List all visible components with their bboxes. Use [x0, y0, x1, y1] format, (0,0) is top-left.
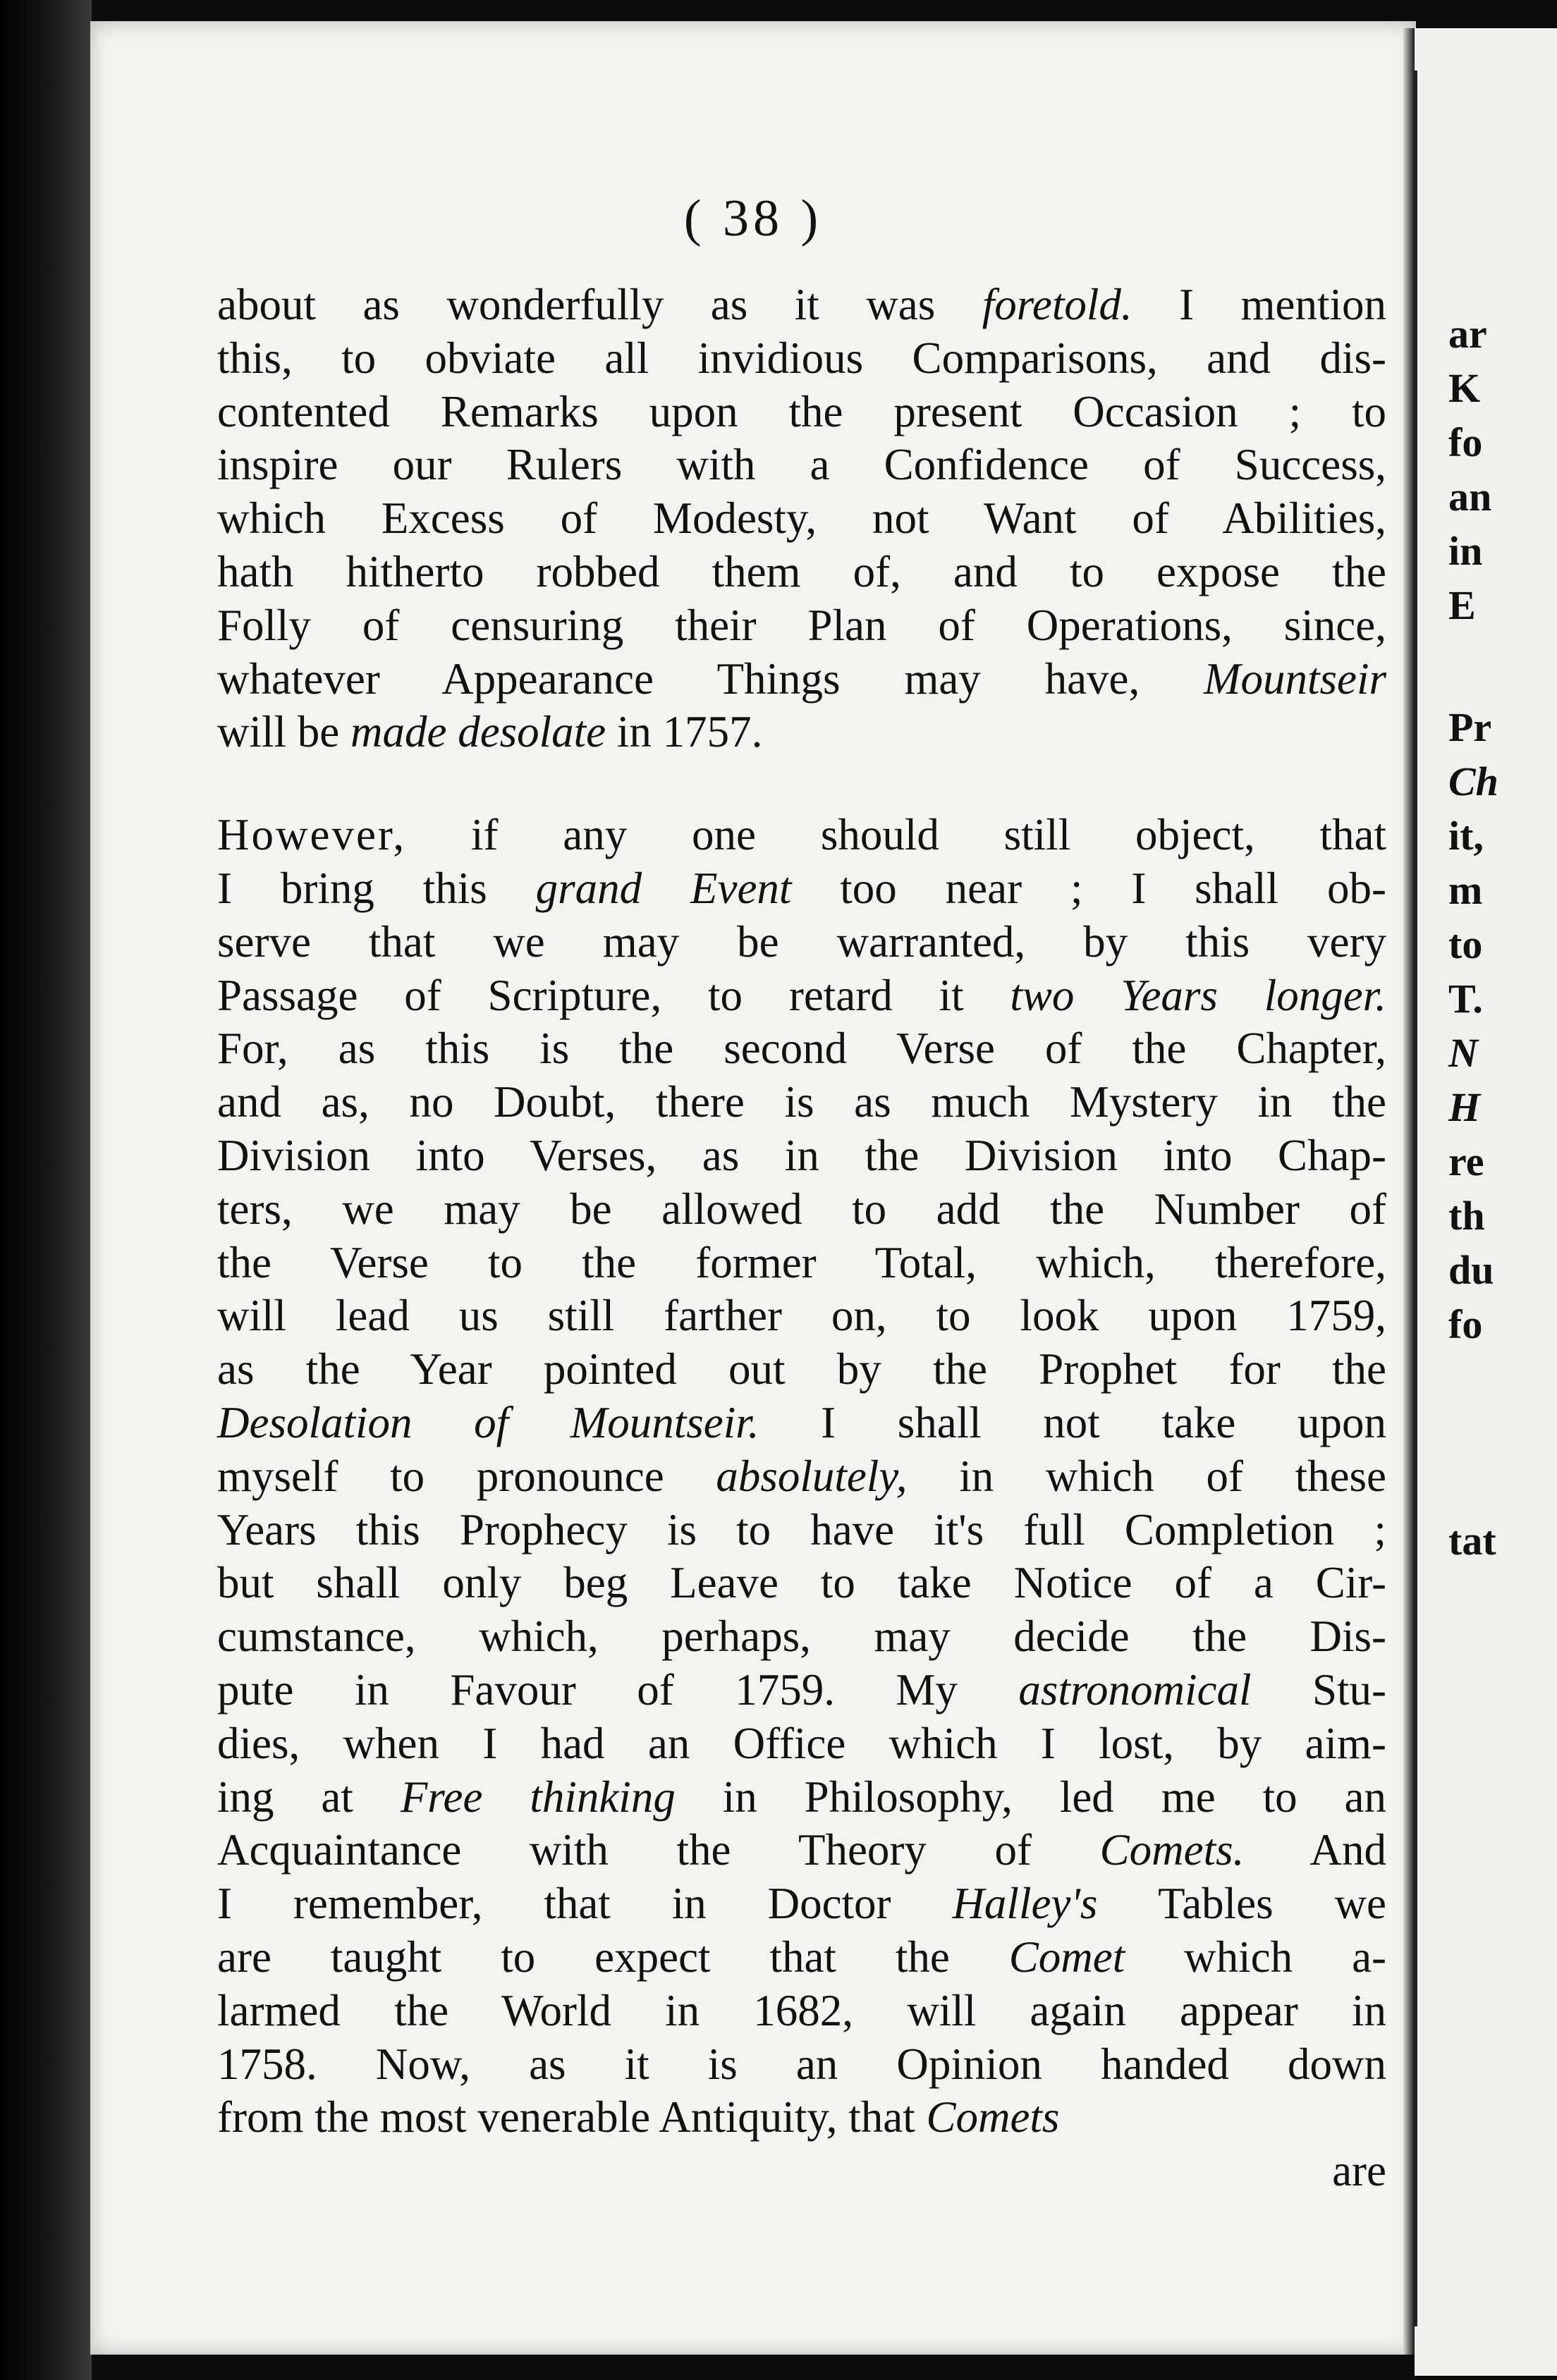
text-line: as the Year pointed out by the Prophet for the [217, 1344, 1386, 1394]
facing-line: H [1448, 1084, 1481, 1130]
paragraph-1 [217, 278, 1386, 759]
text-line: I bring this grand Event too near ; I shall ob- [217, 863, 1387, 913]
facing-line: E [1448, 582, 1476, 628]
text-line: ters, we may be allowed to add the Number of [217, 1184, 1386, 1234]
text-line: will lead us still farther on, to look upon 1759, [217, 1291, 1386, 1341]
facing-line: an [1448, 474, 1492, 520]
catchword: are [1332, 2146, 1386, 2196]
book-page [90, 21, 1416, 2355]
text-line: dies, when I had an Office which I lost, by aim- [217, 1718, 1386, 1768]
text-line: Passage of Scripture, to retard it two Years longer. [217, 970, 1386, 1020]
facing-line: m [1448, 867, 1483, 913]
text-line: serve that we may be warranted, by this very [217, 916, 1386, 967]
text-line: For, as this is the second Verse of the Chapter, [217, 1024, 1386, 1074]
text-line: from the most venerable Antiquity, that Comets [217, 2092, 1060, 2142]
book-gutter [0, 0, 92, 2380]
text-line: which Excess of Modesty, not Want of Abilities, [217, 493, 1386, 544]
paragraph-2 [217, 809, 1386, 2145]
text-line: contented Remarks upon the present Occasion ; to [217, 386, 1386, 436]
text-line: but shall only beg Leave to take Notice of a Cir- [217, 1558, 1386, 1608]
page-number: ( 38 ) [683, 190, 823, 247]
page-body [217, 278, 1386, 2198]
text-line: However, if any one should still object, that [217, 810, 1386, 860]
text-line: Acquaintance with the Theory of Comets. And [217, 1825, 1386, 1875]
text-line: this, to obviate all invidious Comparisons, and dis- [217, 333, 1386, 383]
facing-line: du [1448, 1247, 1494, 1293]
facing-line: to [1448, 921, 1483, 967]
text-line: Years this Prophecy is to have it's full Completion ; [217, 1504, 1386, 1554]
facing-page-text [1448, 307, 1498, 1568]
facing-page-rule [1415, 70, 1417, 2326]
text-line: ing at Free thinking in Philosophy, led me to an [217, 1772, 1387, 1822]
facing-line: it, [1448, 813, 1484, 859]
text-line: myself to pronounce absolutely, in which of these [217, 1451, 1387, 1501]
text-line: 1758. Now, as it is an Opinion handed down [217, 2039, 1386, 2089]
text-line: about as wonderfully as it was foretold. I mention [217, 280, 1386, 329]
text-line: Desolation of Mountseir. I shall not take upon [217, 1397, 1386, 1447]
facing-line: ar [1448, 311, 1487, 357]
facing-page-fragment [1415, 28, 1557, 2376]
text-line: the Verse to the former Total, which, therefore, [217, 1237, 1386, 1287]
facing-line: fo [1448, 1301, 1483, 1347]
text-line: pute in Favour of 1759. My astronomical Stu- [217, 1664, 1386, 1715]
text-line: hath hitherto robbed them of, and to expose the [217, 546, 1386, 596]
text-line: are taught to expect that the Comet which a- [217, 1932, 1387, 1982]
page-edge-shadow [1403, 28, 1415, 2355]
facing-line: th [1448, 1193, 1485, 1239]
facing-line: K [1448, 365, 1481, 411]
text-line: larmed the World in 1682, will again appear in [217, 1985, 1386, 2035]
text-line: will be made desolate in 1757. [217, 707, 763, 757]
facing-line: re [1448, 1139, 1484, 1184]
text-line: cumstance, which, perhaps, may decide the Dis- [217, 1612, 1386, 1662]
facing-line: tat [1448, 1518, 1496, 1564]
text-line: and as, no Doubt, there is as much Mystery in the [217, 1077, 1386, 1127]
facing-line: Pr [1448, 704, 1492, 750]
text-line: inspire our Rulers with a Confidence of Success, [217, 440, 1386, 490]
facing-line: in [1448, 528, 1483, 574]
facing-line: T. [1448, 976, 1483, 1022]
facing-line: N [1448, 1030, 1478, 1076]
facing-line: Ch [1448, 759, 1498, 804]
text-line: whatever Appearance Things may have, Mountseir [217, 654, 1386, 704]
text-line: I remember, that in Doctor Halley's Tables we [217, 1879, 1386, 1929]
text-line: Division into Verses, as in the Division into Chap- [217, 1130, 1386, 1180]
facing-line: fo [1448, 419, 1483, 465]
text-line: Folly of censuring their Plan of Operations, since, [217, 600, 1386, 650]
